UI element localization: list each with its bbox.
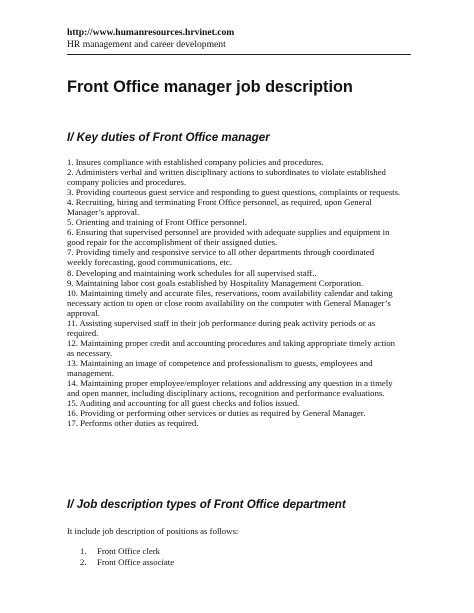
duty-item: 11. Assisting supervised staff in their job performance during peak activity periods or as required. (67, 317, 376, 338)
duty-item: 9. Maintaining labor cost goals established by Hospitality Management Corporation. (67, 277, 364, 288)
position-label: Front Office associate (97, 557, 175, 567)
duty-item: 17. Performs other duties as required. (67, 418, 199, 429)
position-number: 1. (80, 546, 87, 556)
duty-item: 15. Auditing and accounting for all guest checks and folios issued. (67, 398, 300, 409)
duties-list (67, 157, 401, 428)
header-divider (67, 54, 411, 55)
page-header (67, 27, 234, 51)
duty-item: 5. Orienting and training of Front Office personnel. (67, 217, 247, 228)
duty-item: 1. Insures compliance with established company policies and procedures. (67, 157, 324, 167)
duty-item: 16. Providing or performing other services or duties as required by General Manager. (67, 408, 366, 419)
duty-item: 4. Recruiting, hiring and terminating Front Office personnel, as required, upon General Manager’s approval. (67, 197, 372, 218)
position-item (80, 557, 174, 568)
positions-list (80, 546, 174, 568)
position-item (80, 546, 174, 557)
section-heading-job-types: I/ Job description types of Front Office department (67, 498, 346, 511)
duty-item: 8. Developing and maintaining work schedules for all supervised staff.. (67, 267, 317, 278)
section-heading-key-duties: I/ Key duties of Front Office manager (67, 131, 270, 144)
duty-item: 3. Providing courteous guest service and responding to guest questions, complaints or requests. (67, 187, 401, 198)
duty-item: 7. Providing timely and responsive service to all other departments through coordinated weekly forecasting, good communications, etc. (67, 247, 375, 268)
duty-item: 6. Ensuring that supervised personnel are provided with adequate supplies and equipment in good repair for the accomplishment of their assigned duties. (67, 227, 390, 248)
position-number: 2. (80, 557, 87, 567)
positions-intro: It include job description of positions as follows: (67, 526, 239, 536)
duty-item: 2. Administers verbal and written disciplinary actions to subordinates to violate established company policies and procedures. (67, 167, 386, 188)
position-label: Front Office clerk (97, 546, 161, 556)
duty-item: 13. Maintaining an image of competence and professionalism to guests, employees and management. (67, 357, 373, 378)
site-url[interactable]: http://www.humanresources.hrvinet.com (67, 27, 235, 38)
site-subtitle: HR management and career development (67, 39, 226, 50)
duty-item: 10. Maintaining timely and accurate files, reservations, room availability calendar and taking necessary action to open or close room availability on the computer with General Manager’s approval. (67, 287, 393, 318)
duty-item: 12. Maintaining proper credit and accounting procedures and taking appropriate timely action as necessary. (67, 337, 396, 358)
page-title: Front Office manager job description (67, 78, 353, 96)
duty-item: 14. Maintaining proper employee/employer relations and addressing any question in a timely and open manner, including disciplinary actions, recognition and performance evaluations. (67, 378, 393, 399)
